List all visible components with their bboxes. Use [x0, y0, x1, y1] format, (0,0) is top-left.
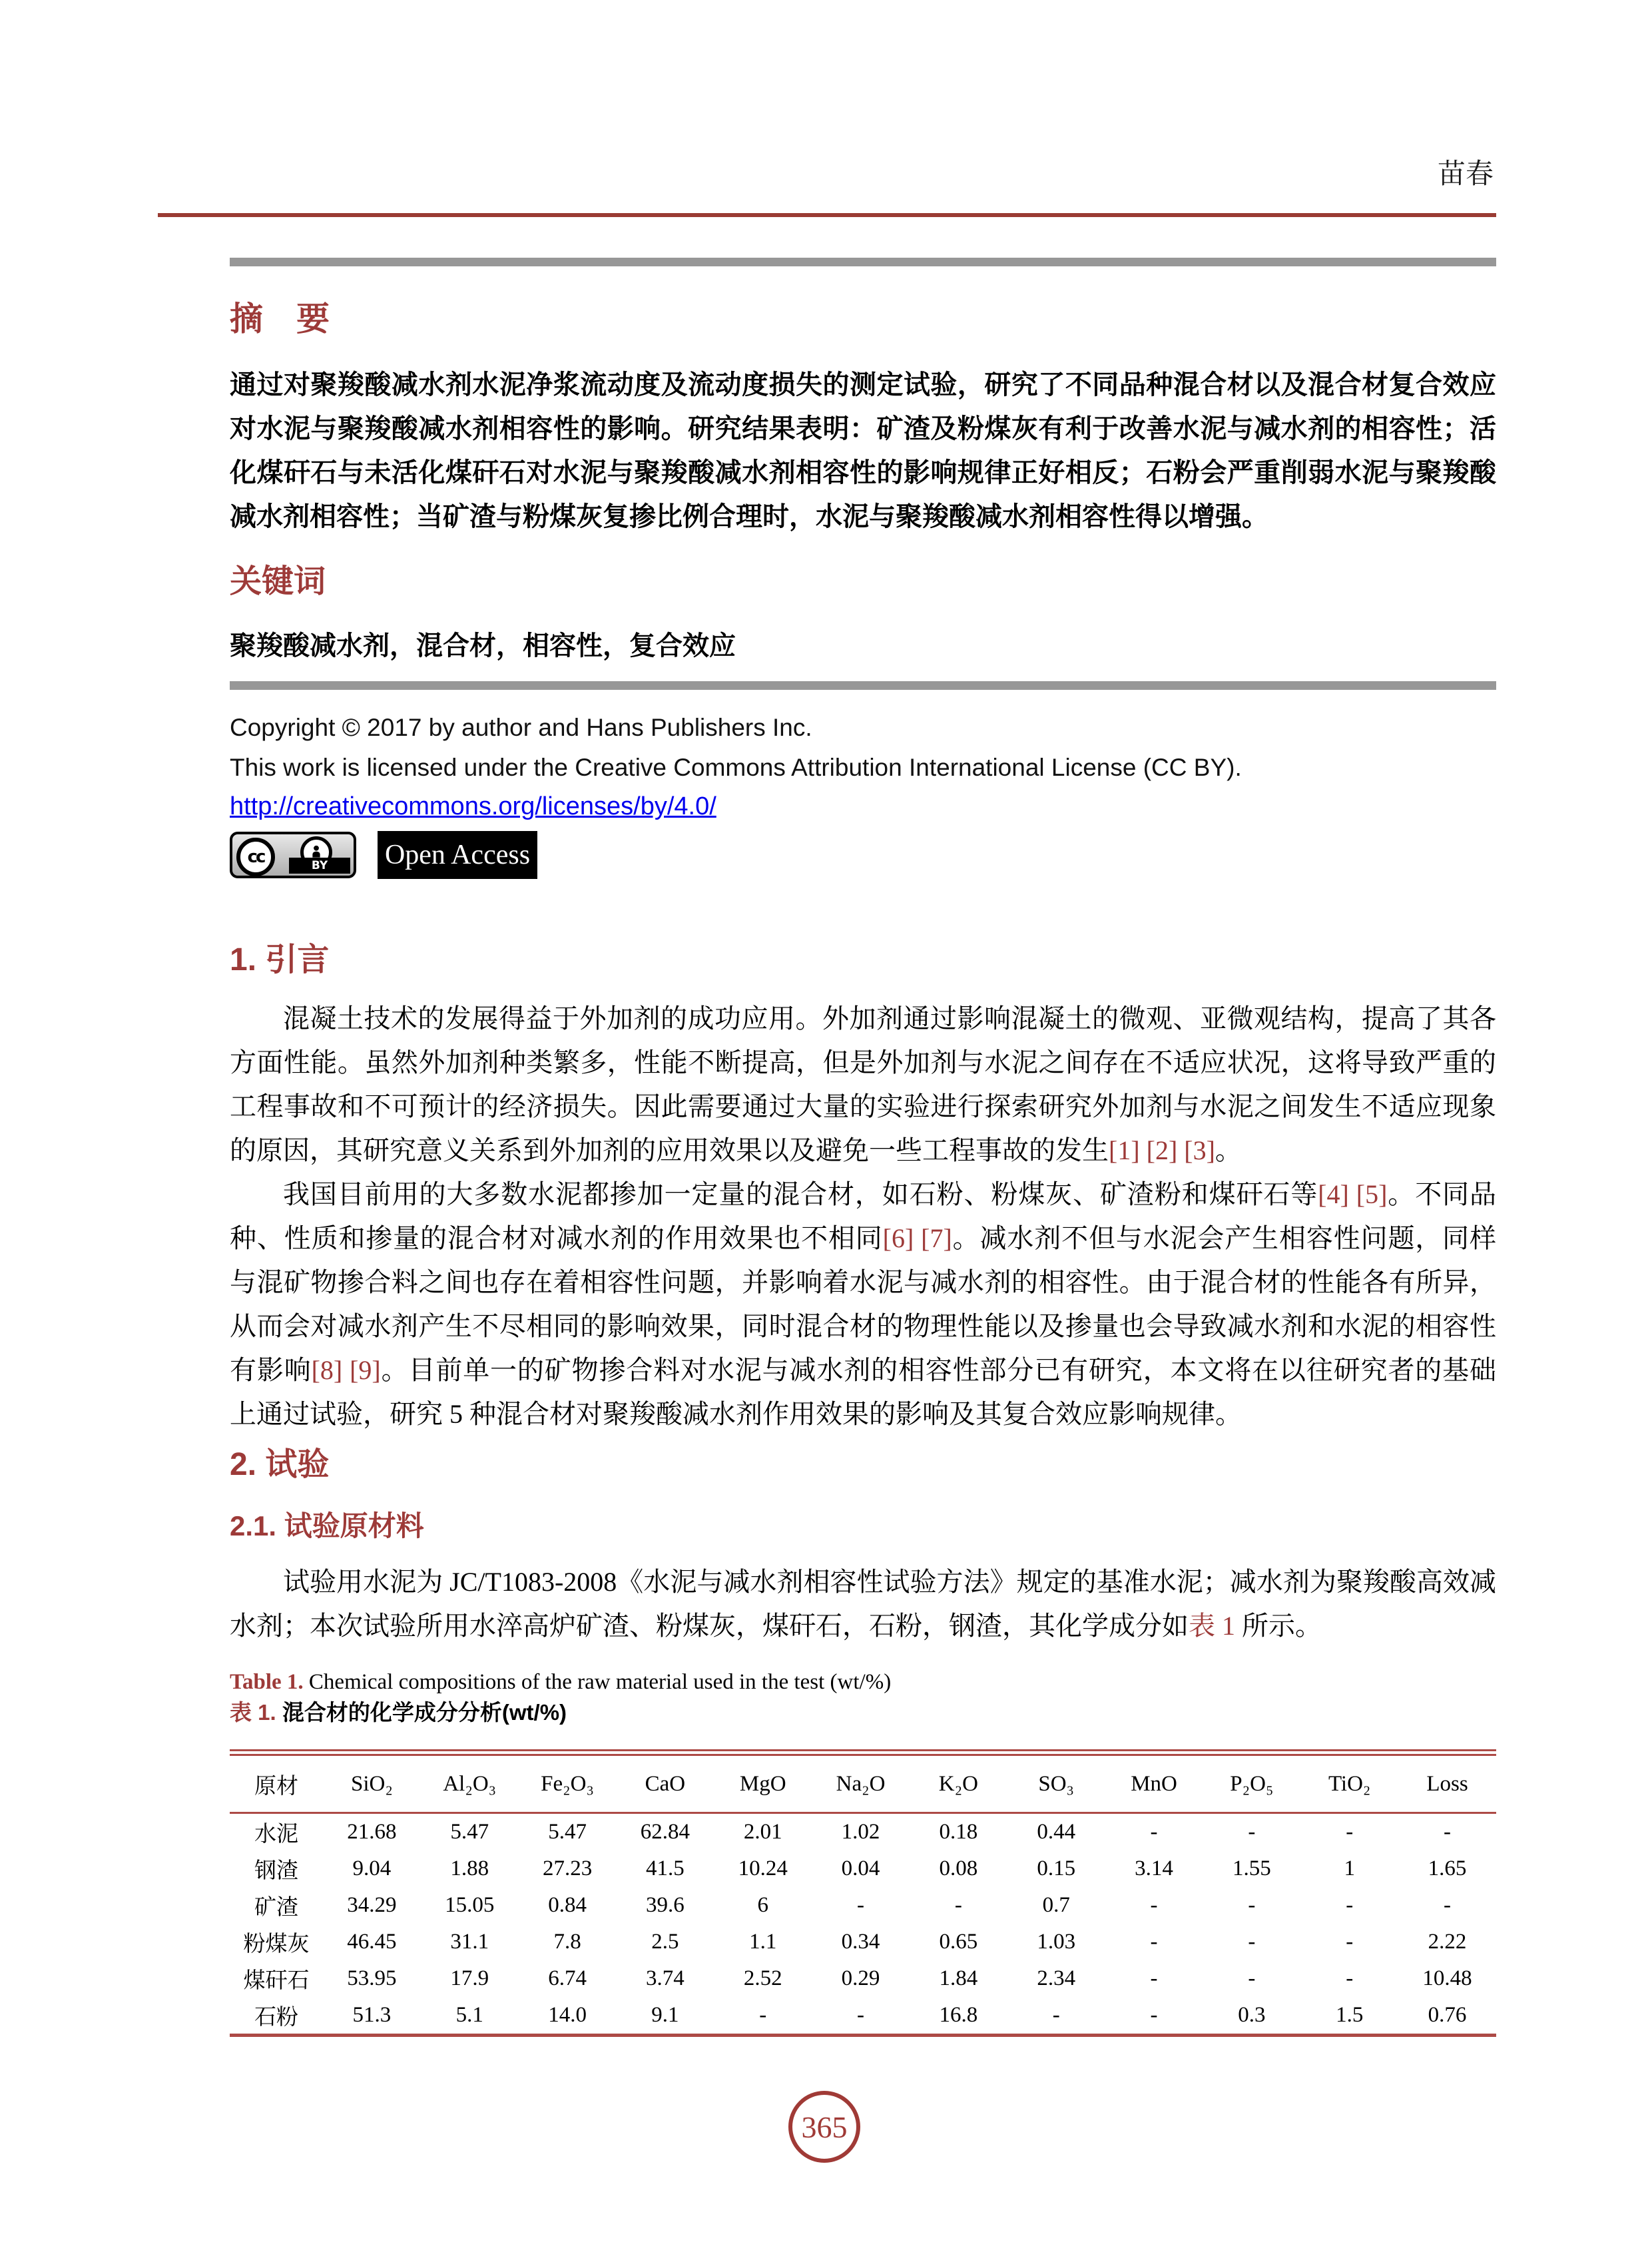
text-segment: 。减水剂不但与水泥会产生相容性问题，同样与混矿物掺合料之间也存在着相容性问题，并影响着水泥与减水剂的相容性。由于混合材的性能各有所异，从而会对减水剂产生不尽相同的影响效果，同时混合材的物理性能以及掺量也会导致减水剂和水泥的相容性有影响: [230, 1223, 1497, 1385]
column-header: CaO: [616, 1753, 714, 1813]
table-row: [230, 1924, 1496, 1960]
text-segment: 所示。: [1235, 1611, 1322, 1641]
text-segment: 。: [1215, 1135, 1242, 1165]
table-cell: 5.47: [548, 1820, 587, 1844]
table-cell: 27.23: [542, 1856, 593, 1880]
table-cell: 0.76: [1428, 2003, 1467, 2027]
section-2-heading: 2. 试验: [230, 1447, 330, 1482]
table-caption-en: [230, 1667, 1496, 1697]
column-header: SiO₂: [323, 1753, 421, 1813]
keywords-heading: 关键词: [230, 564, 326, 599]
table-cell: 钢渣: [254, 1859, 298, 1883]
divider-bar-top: [230, 258, 1496, 266]
table-cell: 1.02: [841, 1820, 880, 1844]
table-cell: -: [857, 2003, 865, 2027]
keywords-text: 聚羧酸减水剂，混合材，相容性，复合效应: [230, 631, 736, 661]
table-cell: 2.34: [1037, 1966, 1076, 1990]
divider-bar-bottom: [230, 681, 1496, 690]
table-cell: 1.55: [1232, 1856, 1271, 1880]
table-cell: 6.74: [548, 1966, 587, 1990]
materials-paragraph: [230, 1560, 1496, 1648]
table-cell: -: [1346, 1966, 1354, 1990]
citation-ref: [4] [5]: [1318, 1179, 1388, 1209]
table-cell: -: [1150, 2003, 1158, 2027]
section-1-heading: 1. 引言: [230, 942, 330, 978]
citation-ref: [8] [9]: [311, 1355, 381, 1385]
table-row: [230, 1813, 1496, 1851]
table-cell: -: [1052, 2003, 1060, 2027]
table-cell: 1.5: [1336, 2003, 1364, 2027]
text-segment: 。不同品种、性质和掺量的混合材对减水剂的作用效果也不相同: [230, 1179, 1497, 1253]
table-cell: 10.48: [1422, 1966, 1472, 1990]
table-cell: 1: [1344, 1856, 1355, 1880]
page-number: 365: [801, 2109, 848, 2144]
table-cell: 石粉: [254, 2006, 298, 2030]
table-cell: 53.95: [347, 1966, 397, 1990]
table-cell: 51.3: [352, 2003, 392, 2027]
table-row: [230, 1850, 1496, 1887]
table-row: [230, 1997, 1496, 2036]
table-cell: 0.18: [939, 1820, 978, 1844]
table-cell: -: [1346, 1930, 1354, 1954]
column-header: SO₃: [1007, 1753, 1105, 1813]
table-cell: -: [1444, 1820, 1452, 1844]
table-cell: 16.8: [939, 2003, 978, 2027]
table-cell: 2.01: [743, 1820, 782, 1844]
table-cell: 3.14: [1135, 1856, 1173, 1880]
license-link[interactable]: http://creativecommons.org/licenses/by/4.0/: [230, 792, 716, 820]
table-cell: 10.24: [738, 1856, 788, 1880]
table-cell: 0.04: [841, 1856, 880, 1880]
text-segment: 混凝土技术的发展得益于外加剂的成功应用。外加剂通过影响混凝土的微观、亚微观结构，提高了其各方面性能。虽然外加剂种类繁多，性能不断提高，但是外加剂与水泥之间存在不适应状况，这将导致严重的工程事故和不可预计的经济损失。因此需要通过大量的实验进行探索研究外加剂与水泥之间发生不适应现象的原因，其研究意义关系到外加剂的应用效果以及避免一些工程事故的发生: [230, 1003, 1496, 1165]
text-segment: 我国目前用的大多数水泥都掺加一定量的混合材，如石粉、粉煤灰、矿渣粉和煤矸石等: [283, 1179, 1318, 1209]
table-row: [230, 1887, 1496, 1924]
table-caption-zh: [230, 1697, 1496, 1728]
chemical-composition-table: [230, 1749, 1496, 2037]
page-content: [230, 258, 1496, 2037]
table-cell: 粉煤灰: [243, 1932, 310, 1956]
table-cell: -: [1150, 1966, 1158, 1990]
column-header: Fe₂O₃: [519, 1753, 617, 1813]
table-cell: 0.84: [548, 1893, 587, 1917]
table-cell: 0.65: [939, 1930, 978, 1954]
table-cell: 21.68: [347, 1820, 397, 1844]
table-cell: -: [1248, 1893, 1256, 1917]
table-cell: -: [1346, 1893, 1354, 1917]
table-cell: 17.9: [450, 1966, 489, 1990]
cc-icon: cc: [236, 838, 275, 876]
license-statement: This work is licensed under the Creative Commons Attribution International License (CC BY).: [230, 754, 1242, 781]
table-cell: 15.05: [445, 1893, 495, 1917]
table-cell: 3.74: [646, 1966, 685, 1990]
table-cell: 7.8: [553, 1930, 581, 1954]
table-cell: 0.08: [939, 1856, 978, 1880]
table-cell: 39.6: [646, 1893, 685, 1917]
table-cell: 0.15: [1037, 1856, 1076, 1880]
open-access-badge[interactable]: Open Access: [378, 831, 537, 879]
column-header: P₂O₅: [1203, 1753, 1300, 1813]
table-cell: 41.5: [646, 1856, 685, 1880]
column-header: MgO: [714, 1753, 812, 1813]
table-cell: 1.88: [450, 1856, 489, 1880]
table-cell: 1.03: [1037, 1930, 1076, 1954]
column-header: K₂O: [910, 1753, 1007, 1813]
table-caption-en-label: Table 1.: [230, 1670, 304, 1694]
table-cell: 1.1: [749, 1930, 777, 1954]
table-cell: 9.1: [651, 2003, 679, 2027]
text-segment: 试验用水泥为 JC/T1083-2008《水泥与减水剂相容性试验方法》规定的基准水泥；减水剂为聚羧酸高效减水剂；本次试验所用水淬高炉矿渣、粉煤灰，煤矸石，石粉，钢渣，其化学成分如: [230, 1567, 1496, 1641]
table-cell: 1.65: [1428, 1856, 1467, 1880]
text-segment: 。目前单一的矿物掺合料对水泥与减水剂的相容性部分已有研究，本文将在以往研究者的基础上通过试验，研究 5 种混合材对聚羧酸减水剂作用效果的影响及其复合效应影响规律。: [230, 1355, 1497, 1429]
table-cell: -: [1150, 1820, 1158, 1844]
table-cell: 46.45: [347, 1930, 397, 1954]
author-name: 苗春: [1437, 159, 1494, 190]
table-cell: 0.44: [1037, 1820, 1076, 1844]
table-cell: 2.5: [651, 1930, 679, 1954]
table-cell: -: [1346, 1820, 1354, 1844]
table-cell: 0.29: [841, 1966, 880, 1990]
table-cell: 0.7: [1042, 1893, 1070, 1917]
intro-paragraph-2: [230, 1173, 1496, 1436]
column-header: Loss: [1398, 1753, 1496, 1813]
table-caption-en-text: Chemical compositions of the raw material used in the test (wt/%): [308, 1670, 892, 1694]
license-badges: [230, 830, 1496, 880]
copyright-line: Copyright © 2017 by author and Hans Publishers Inc.: [230, 714, 812, 741]
column-header: Na₂O: [812, 1753, 910, 1813]
table-cell: 31.1: [450, 1930, 489, 1954]
table-cell: 1.84: [939, 1966, 978, 1990]
table-cell: 9.04: [352, 1856, 392, 1880]
citation-ref: [6] [7]: [882, 1223, 952, 1253]
cc-by-label: BY: [289, 858, 350, 874]
table-cell: 5.47: [450, 1820, 489, 1844]
column-header: TiO₂: [1300, 1753, 1398, 1813]
table-cell: -: [954, 1893, 962, 1917]
intro-paragraph-1: [230, 997, 1496, 1173]
abstract-text: 通过对聚羧酸减水剂水泥净浆流动度及流动度损失的测定试验，研究了不同品种混合材以及混合材复合效应对水泥与聚羧酸减水剂相容性的影响。研究结果表明：矿渣及粉煤灰有利于改善水泥与减水剂的相容性；活化煤矸石与未活化煤矸石对水泥与聚羧酸减水剂相容性的影响规律正好相反；石粉会严重削弱水泥与聚羧酸减水剂相容性；当矿渣与粉煤灰复掺比例合理时，水泥与聚羧酸减水剂相容性得以增强。: [230, 370, 1496, 531]
section-2-1-heading: 2.1. 试验原材料: [230, 1510, 424, 1541]
header-rule: [158, 213, 1496, 217]
table-cell: 34.29: [347, 1893, 397, 1917]
column-header: Al₂O₃: [421, 1753, 519, 1813]
column-header: 原材: [230, 1753, 323, 1813]
table-cell: 0.34: [841, 1930, 880, 1954]
table-cell: 14.0: [548, 2003, 587, 2027]
table-cell: -: [759, 2003, 767, 2027]
table-cell: -: [1248, 1930, 1256, 1954]
table-cell: 2.52: [743, 1966, 782, 1990]
citation-ref: [1] [2] [3]: [1109, 1135, 1215, 1165]
abstract-heading: 摘 要: [230, 300, 330, 338]
citation-ref: 表 1: [1189, 1611, 1235, 1641]
table-cell: -: [1150, 1893, 1158, 1917]
table-cell: 矿渣: [254, 1896, 298, 1920]
table-cell: 0.3: [1238, 2003, 1266, 2027]
table-caption-zh-text: 混合材的化学成分分析(wt/%): [282, 1700, 567, 1725]
table-cell: 2.22: [1428, 1930, 1467, 1954]
cc-by-badge[interactable]: [230, 832, 356, 878]
table-cell: -: [857, 1893, 865, 1917]
table-cell: -: [1248, 1820, 1256, 1844]
table-row: [230, 1960, 1496, 1997]
page-number-badge: [788, 2091, 860, 2163]
table-cell: 水泥: [254, 1822, 298, 1846]
table-cell: 5.1: [455, 2003, 483, 2027]
table-cell: -: [1444, 1893, 1452, 1917]
table-cell: -: [1248, 1966, 1256, 1990]
table-cell: 煤矸石: [243, 1969, 310, 1993]
table-caption-zh-label: 表 1.: [230, 1700, 276, 1725]
table-header-row: [230, 1753, 1496, 1813]
table-cell: 62.84: [640, 1820, 690, 1844]
table-cell: 6: [757, 1893, 768, 1917]
table-cell: -: [1150, 1930, 1158, 1954]
column-header: MnO: [1105, 1753, 1203, 1813]
